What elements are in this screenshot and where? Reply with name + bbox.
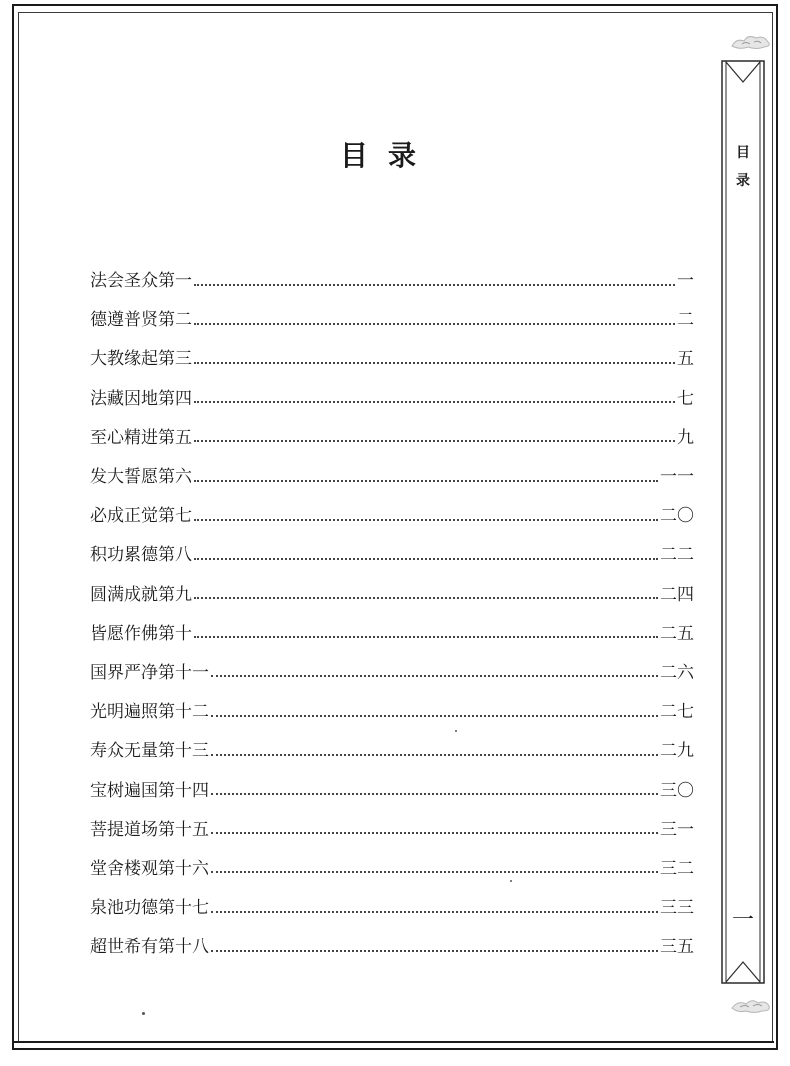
- dot-leader: [194, 519, 658, 521]
- toc-entry-page: 三二: [660, 858, 694, 879]
- toc-entry-page: 二七: [660, 702, 694, 723]
- dot-leader: [194, 440, 675, 442]
- bottom-rule: [14, 1041, 774, 1043]
- toc-entry: [90, 771, 694, 810]
- toc-entry-page: 二二: [660, 545, 694, 566]
- toc-entry-page: 二四: [660, 584, 694, 605]
- toc-entry-title: 圆满成就第九: [90, 584, 192, 605]
- toc-entry-title: 大教缘起第三: [90, 349, 192, 370]
- dot-leader: [194, 284, 675, 286]
- toc-entry-title: 皆愿作佛第十: [90, 623, 192, 644]
- toc-entry: [90, 380, 694, 419]
- toc-entry-title: 发大誓愿第六: [90, 467, 192, 488]
- running-header: [721, 146, 765, 188]
- toc-entry: [90, 497, 694, 536]
- toc-entry-title: 寿众无量第十三: [90, 741, 209, 762]
- print-speck: [510, 880, 512, 882]
- toc-entry-title: 至心精进第五: [90, 427, 192, 448]
- toc-entry: [90, 419, 694, 458]
- toc-entry-page: 三一: [660, 819, 694, 840]
- toc-entry-title: 德遵普贤第二: [90, 310, 192, 331]
- toc-entry-page: 三三: [660, 898, 694, 919]
- toc-entry-title: 光明遍照第十二: [90, 702, 209, 723]
- toc-entry-title: 堂舍楼观第十六: [90, 858, 209, 879]
- running-header-char: 录: [736, 173, 750, 189]
- cloud-ornament-bottom-icon: [728, 996, 772, 1016]
- dot-leader: [211, 832, 658, 834]
- dot-leader: [211, 793, 658, 795]
- dot-leader: [194, 323, 675, 325]
- toc-entry: [90, 693, 694, 732]
- toc-entry-page: 七: [677, 388, 694, 409]
- toc-entry: [90, 458, 694, 497]
- toc-entry: [90, 889, 694, 928]
- cloud-ornament-top-icon: [728, 32, 772, 52]
- toc-entry-page: 九: [677, 427, 694, 448]
- toc-entry-title: 必成正觉第七: [90, 506, 192, 527]
- dot-leader: [194, 558, 658, 560]
- print-speck: [455, 730, 457, 732]
- toc-entry-page: 一一: [660, 467, 694, 488]
- dot-leader: [211, 950, 658, 952]
- toc-entry-page: 一: [677, 271, 694, 292]
- print-speck: [142, 1012, 145, 1015]
- toc-entry-title: 积功累德第八: [90, 545, 192, 566]
- toc-entry-page: 二: [677, 310, 694, 331]
- toc-entry: [90, 850, 694, 889]
- toc-entry-page: 二五: [660, 623, 694, 644]
- toc-entry-page: 五: [677, 349, 694, 370]
- dot-leader: [194, 362, 675, 364]
- thumb-tab-frame: [721, 60, 765, 984]
- toc-entry-title: 泉池功德第十七: [90, 898, 209, 919]
- dot-leader: [194, 480, 658, 482]
- dot-leader: [194, 636, 658, 638]
- dot-leader: [211, 715, 658, 717]
- toc-entry: [90, 576, 694, 615]
- toc-entry-title: 法藏因地第四: [90, 388, 192, 409]
- toc-entry-title: 菩提道场第十五: [90, 819, 209, 840]
- toc-entry: [90, 928, 694, 967]
- toc-entry-title: 宝树遍国第十四: [90, 780, 209, 801]
- dot-leader: [194, 401, 675, 403]
- dot-leader: [211, 871, 658, 873]
- toc-entry: [90, 536, 694, 575]
- side-thumb-tab: [721, 60, 765, 984]
- toc-entry-title: 法会圣众第一: [90, 271, 192, 292]
- toc-entry: [90, 301, 694, 340]
- toc-entry: [90, 340, 694, 379]
- running-header-char: 目: [736, 145, 750, 161]
- toc-entry: [90, 615, 694, 654]
- dot-leader: [194, 597, 658, 599]
- page-number: 一: [731, 908, 754, 933]
- dot-leader: [211, 911, 658, 913]
- toc-entry-title: 超世希有第十八: [90, 937, 209, 958]
- toc-entry-title: 国界严净第十一: [90, 662, 209, 683]
- toc-entry: [90, 811, 694, 850]
- toc-entry-page: 三〇: [660, 780, 694, 801]
- toc-entry-page: 二九: [660, 741, 694, 762]
- toc-entry: [90, 262, 694, 301]
- table-of-contents: [90, 262, 694, 967]
- page-title: 目录: [340, 139, 437, 172]
- toc-entry: [90, 654, 694, 693]
- toc-entry-page: 二〇: [660, 506, 694, 527]
- toc-entry: [90, 732, 694, 771]
- dot-leader: [211, 754, 658, 756]
- toc-entry-page: 三五: [660, 937, 694, 958]
- toc-entry-page: 二六: [660, 662, 694, 683]
- dot-leader: [211, 675, 658, 677]
